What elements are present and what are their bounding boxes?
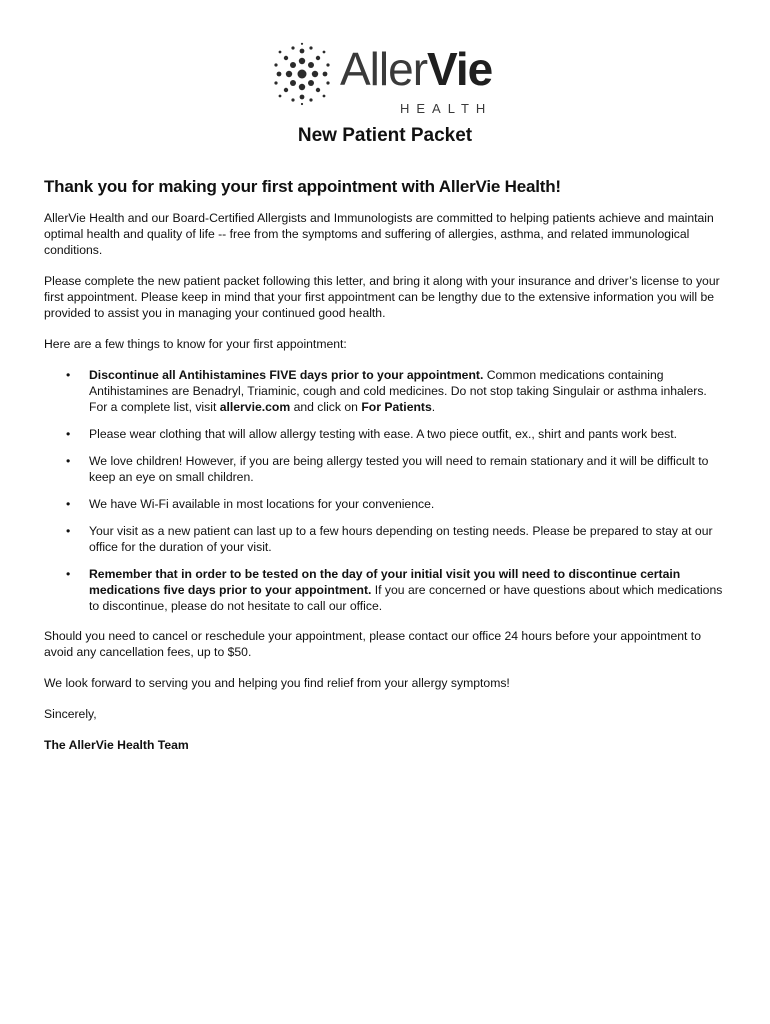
closing-paragraph: We look forward to serving you and helping you find relief from your allergy symptoms! [44, 676, 510, 690]
packet-paragraph: Please complete the new patient packet following this letter, and bring it along with your insurance and driver’s license to your first appointment. Please keep in mind that your first appointment can be lengthy due to the extensive information you will be provided to assist you in managing your continued good health. [44, 274, 720, 320]
bullet: • [66, 497, 71, 511]
list-item: • Your visit as a new patient can last up to a few hours depending on testing needs. Please be prepared to stay at our office for the duration of your visit. [66, 524, 713, 554]
list-item: • Remember that in order to be tested on the day of your initial visit you will need to discontinue certain medications five days prior to your appointment. If you are concerned or have questions about which medications to discontinue, please do not hesitate to call our office. [66, 567, 723, 613]
for-patients-link[interactable]: For Patients [361, 400, 432, 414]
logo-wordmark: AllerVie [340, 43, 493, 95]
list-item: • We love children! However, if you are being allergy tested you will need to remain stationary and it will be difficult to keep an eye on small children. [66, 454, 709, 484]
list-item: • We have Wi-Fi available in most locations for your convenience. [66, 497, 435, 511]
letter-body [44, 210, 728, 768]
page-title: New Patient Packet [297, 125, 473, 146]
sign-off: Sincerely, [44, 707, 97, 721]
first-appointment-list [44, 367, 728, 614]
list-item: • Please wear clothing that will allow allergy testing with ease. A two piece outfit, ex., shirt and pants work best. [66, 427, 678, 441]
cancellation-paragraph: Should you need to cancel or reschedule your appointment, please contact our office 24 hours before your appointment to avoid any cancellation fees, up to $50. [44, 629, 701, 659]
list-item: • Discontinue all Antihistamines FIVE days prior to your appointment. Common medications containing Antihistamines are Benadryl, Triaminic, cough and cold medicines. Do not stop taking Singulair or asthma inhalers. For a complete list, visit allervie.com and click on For Patients. [66, 368, 707, 414]
bullet: • [66, 524, 71, 538]
bullet: • [66, 427, 71, 441]
letter-heading: Thank you for making your first appointment with AllerVie Health! [44, 177, 561, 196]
signature: The AllerVie Health Team [44, 738, 189, 752]
bullet: • [66, 454, 71, 468]
intro-paragraph: AllerVie Health and our Board-Certified Allergists and Immunologists are committed to helping patients achieve and maintain optimal health and quality of life -- free from the symptoms and suffering of allergies, asthma, and related immunological conditions. [44, 211, 714, 257]
things-to-know-paragraph: Here are a few things to know for your first appointment: [44, 337, 347, 351]
logo-subtitle: HEALTH [400, 101, 493, 116]
bullet: • [66, 567, 71, 581]
bullet: • [66, 368, 71, 382]
allervie-link[interactable]: allervie.com [219, 400, 291, 414]
